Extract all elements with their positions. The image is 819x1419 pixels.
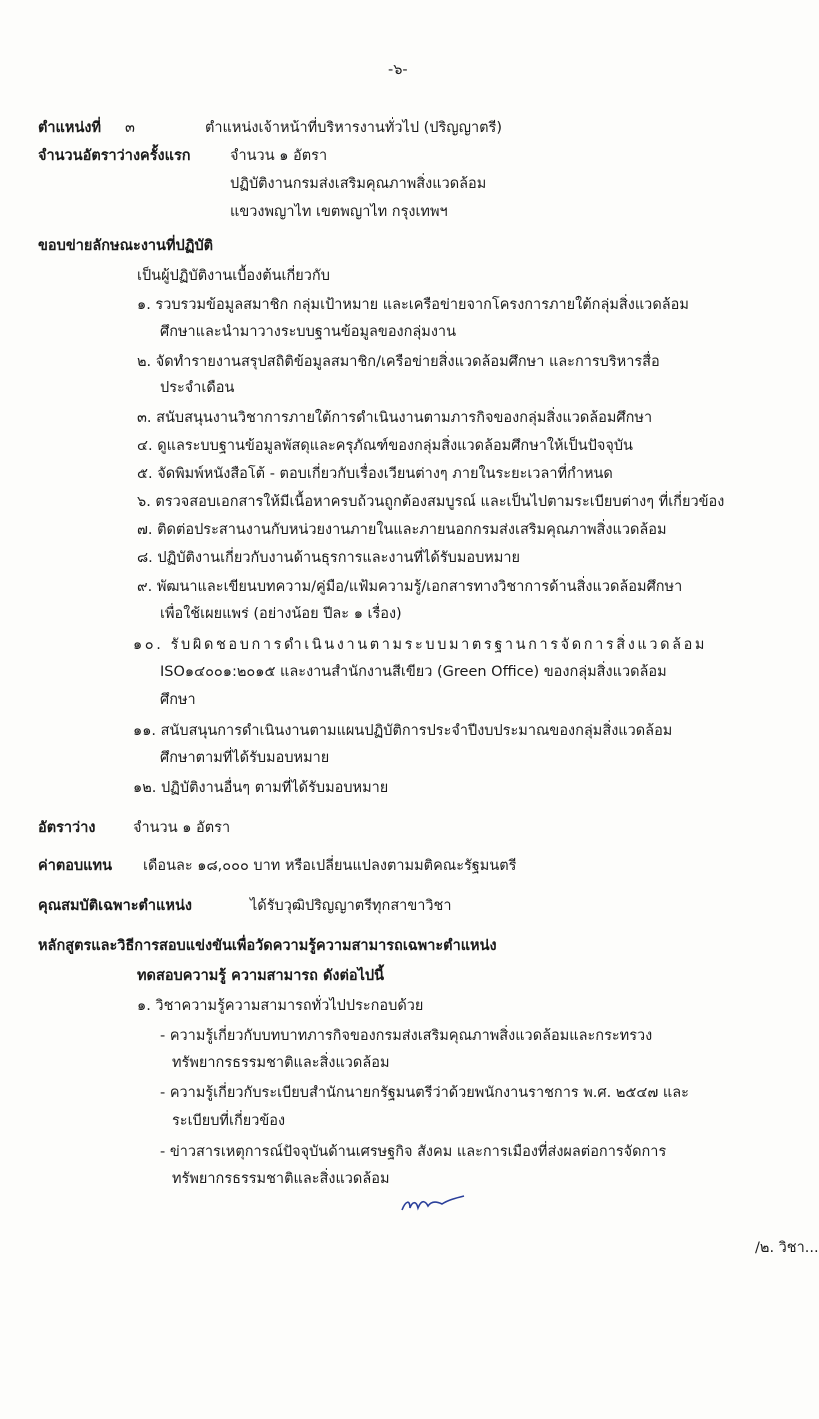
list-item: ๒. จัดทำรายงานสรุปสถิติข้อมูลสมาชิก/เครือข่ายสิ่งแวดล้อมศึกษา และการบริหารสื่อ	[137, 354, 660, 370]
list-item: ๑๑. สนับสนุนการดำเนินงานตามแผนปฏิบัติการประจำปีงบประมาณของกลุ่มสิ่งแวดล้อม	[133, 723, 673, 739]
vacancy-first-line: จำนวน ๑ อัตรา	[230, 148, 328, 164]
vacancy-first-label: จำนวนอัตราว่างครั้งแรก	[38, 148, 191, 164]
qualification-label: คุณสมบัติเฉพาะตำแหน่ง	[38, 898, 192, 914]
list-item: ๕. จัดพิมพ์หนังสือโต้ - ตอบเกี่ยวกับเรื่องเวียนต่างๆ ภายในระยะเวลาที่กำหนด	[137, 466, 613, 482]
list-item: ๗. ติดต่อประสานงานกับหน่วยงานภายในและภายนอกกรมส่งเสริมคุณภาพสิ่งแวดล้อม	[137, 522, 667, 538]
list-item: ๓. สนับสนุนงานวิชาการภายใต้การดำเนินงานตามภารกิจของกลุ่มสิ่งแวดล้อมศึกษา	[137, 410, 653, 426]
exam-subheading: ทดสอบความรู้ ความสามารถ ดังต่อไปนี้	[137, 968, 384, 984]
exam-heading: หลักสูตรและวิธีการสอบแข่งขันเพื่อวัดความรู้ความสามารถเฉพาะตำแหน่ง	[38, 938, 497, 954]
list-item: ศึกษา	[160, 692, 196, 708]
position-number: ๓	[125, 120, 135, 136]
signature-initials	[398, 1192, 468, 1216]
scope-heading: ขอบข่ายลักษณะงานที่ปฏิบัติ	[38, 238, 214, 254]
position-title: ตำแหน่งเจ้าหน้าที่บริหารงานทั่วไป (ปริญญาตรี)	[205, 120, 503, 136]
vacancy-first-line: ปฏิบัติงานกรมส่งเสริมคุณภาพสิ่งแวดล้อม	[230, 176, 487, 192]
list-item: ๑๐. รับผิดชอบการดำเนินงานตามระบบมาตรฐานการจัดการสิ่งแวดล้อม	[133, 637, 708, 653]
exam-bullet: - ความรู้เกี่ยวกับบทบาทภารกิจของกรมส่งเสริมคุณภาพสิ่งแวดล้อมและกระทรวง	[160, 1028, 653, 1044]
list-item: ๙. พัฒนาและเขียนบทความ/คู่มือ/แฟ้มความรู้/เอกสารทางวิชาการด้านสิ่งแวดล้อมศึกษา	[137, 579, 683, 595]
salary-label: ค่าตอบแทน	[38, 858, 112, 874]
exam-bullet: - ความรู้เกี่ยวกับระเบียบสำนักนายกรัฐมนตรีว่าด้วยพนักงานราชการ พ.ศ. ๒๕๔๗ และ	[160, 1085, 689, 1101]
exam-section-1: ๑. วิชาความรู้ความสามารถทั่วไปประกอบด้วย	[137, 998, 424, 1014]
position-label: ตำแหน่งที่	[38, 120, 102, 136]
continued-marker: /๒. วิชา...	[755, 1240, 819, 1256]
qualification-value: ได้รับวุฒิปริญญาตรีทุกสาขาวิชา	[250, 898, 452, 914]
list-item: ศึกษาและนำมาวางระบบฐานข้อมูลของกลุ่มงาน	[160, 324, 456, 340]
list-item: ISO๑๔๐๐๑:๒๐๑๕ และงานสำนักงานสีเขียว (Green Office) ของกลุ่มสิ่งแวดล้อม	[160, 664, 667, 680]
vacancy-first-line: แขวงพญาไท เขตพญาไท กรุงเทพฯ	[230, 204, 448, 220]
list-item: ๑๒. ปฏิบัติงานอื่นๆ ตามที่ได้รับมอบหมาย	[133, 780, 389, 796]
salary-value: เดือนละ ๑๘,๐๐๐ บาท หรือเปลี่ยนแปลงตามมติคณะรัฐมนตรี	[143, 858, 517, 874]
exam-bullet: ทรัพยากรธรรมชาติและสิ่งแวดล้อม	[172, 1171, 390, 1187]
list-item: ๖. ตรวจสอบเอกสารให้มีเนื้อหาครบถ้วนถูกต้องสมบูรณ์ และเป็นไปตามระเบียบต่างๆ ที่เกี่ยวข้อง	[137, 494, 725, 510]
list-item: ประจำเดือน	[160, 380, 235, 396]
list-item: ๔. ดูแลระบบฐานข้อมูลพัสดุและครุภัณฑ์ของกลุ่มสิ่งแวดล้อมศึกษาให้เป็นปัจจุบัน	[137, 438, 633, 454]
vacancy-value: จำนวน ๑ อัตรา	[133, 820, 231, 836]
list-item: เพื่อใช้เผยแพร่ (อย่างน้อย ปีละ ๑ เรื่อง)	[160, 606, 402, 622]
list-item: ๑. รวบรวมข้อมูลสมาชิก กลุ่มเป้าหมาย และเครือข่ายจากโครงการภายใต้กลุ่มสิ่งแวดล้อม	[137, 297, 689, 313]
exam-bullet: ระเบียบที่เกี่ยวข้อง	[172, 1113, 286, 1129]
page-number: -๖-	[388, 62, 408, 78]
list-item: ศึกษาตามที่ได้รับมอบหมาย	[160, 750, 330, 766]
list-item: ๘. ปฏิบัติงานเกี่ยวกับงานด้านธุรการและงานที่ได้รับมอบหมาย	[137, 550, 521, 566]
scope-intro: เป็นผู้ปฏิบัติงานเบื้องต้นเกี่ยวกับ	[137, 268, 330, 284]
exam-bullet: - ข่าวสารเหตุการณ์ปัจจุบันด้านเศรษฐกิจ สังคม และการเมืองที่ส่งผลต่อการจัดการ	[160, 1144, 667, 1160]
exam-bullet: ทรัพยากรธรรมชาติและสิ่งแวดล้อม	[172, 1055, 390, 1071]
vacancy-label: อัตราว่าง	[38, 820, 96, 836]
